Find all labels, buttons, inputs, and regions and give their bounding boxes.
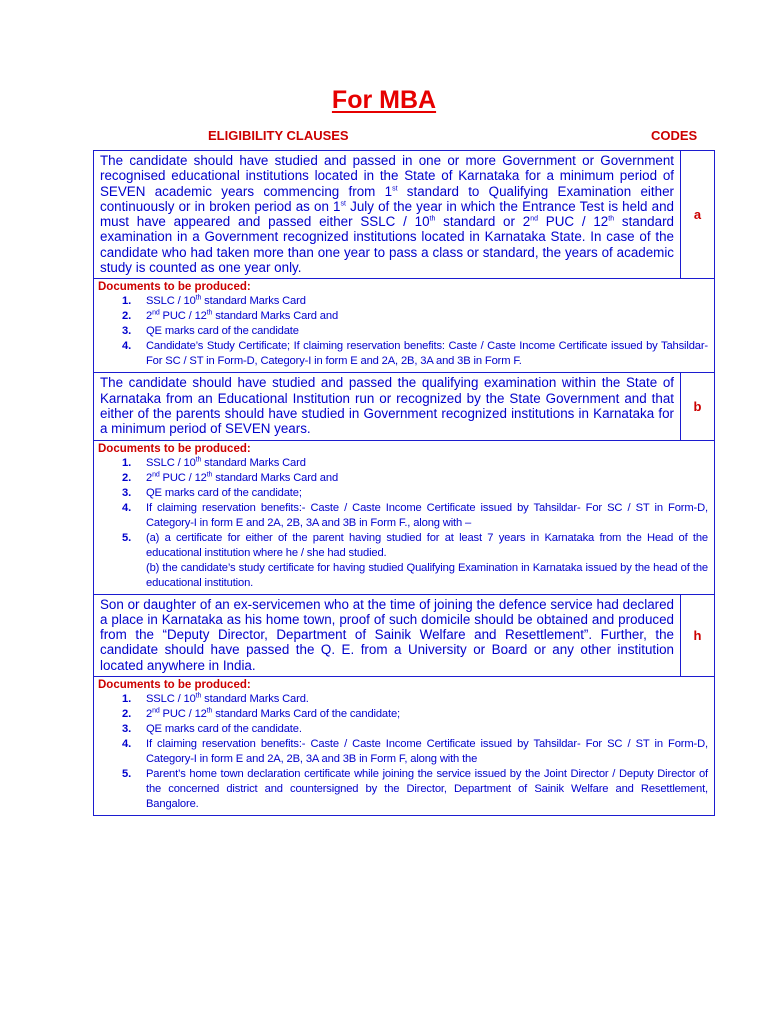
document-number: 2. (122, 310, 132, 323)
document-text: QE marks card of the candidate. (146, 723, 302, 736)
documents-heading: Documents to be produced: (98, 679, 251, 692)
ordinal-suffix: th (195, 692, 202, 700)
document-number: 3. (122, 325, 132, 338)
ordinal-suffix: st (392, 185, 398, 193)
document-number: 4. (122, 501, 132, 514)
documents-cell (94, 677, 715, 816)
document-text: PUC / 12 (159, 471, 207, 484)
document-number: 2. (122, 471, 132, 484)
page-title-wrap (0, 86, 768, 115)
ordinal-suffix: nd (152, 707, 160, 715)
document-text: 2 (146, 708, 153, 721)
document-number: 3. (122, 486, 132, 499)
documents-row (94, 677, 715, 816)
document-item (98, 339, 708, 369)
ordinal-suffix: th (608, 215, 615, 223)
clause-text-part: standard to Qualifying Examination either continuously or in broken period as on 1 (100, 183, 674, 214)
document-text: standard Marks Card. (201, 693, 309, 706)
clause-text-part: Son or daughter of an ex-servicemen who at the time of joining the defence service had declared a place in Karnataka as his home town, proof of such domicile should be obtained and produced from the “Deputy Director, Department of Sainik Welfare and Resettlement”. Further, the candidate should have passed the Q. E. from a University or Board or any other institution located anywhere in India. (100, 596, 674, 673)
clause-text-part: The candidate should have studied and passed the qualifying examination within the State of Karnataka from an Educational Institution run or recognized by the State Government and that either of the parents should have studied in Government recognized institutions in Karnataka for a minimum period of SEVEN years. (100, 375, 674, 437)
documents-cell (94, 279, 715, 373)
document-text: standard Marks Card of the candidate; (212, 708, 400, 721)
document-number: 3. (122, 723, 132, 736)
document-item (98, 294, 708, 309)
ordinal-suffix: nd (152, 309, 160, 317)
document-text: PUC / 12 (159, 708, 207, 721)
clause-text (94, 594, 681, 676)
codes-heading: CODES (651, 128, 698, 143)
document-item (98, 531, 708, 591)
documents-cell (94, 440, 715, 594)
clause-code: a (681, 151, 715, 279)
document-number: 5. (122, 531, 132, 544)
document-item (98, 486, 708, 501)
clause-row (94, 373, 715, 440)
document-text: QE marks card of the candidate; (146, 486, 302, 499)
clause-row (94, 594, 715, 676)
document-text: SSLC / 10 (146, 295, 196, 308)
document-text: PUC / 12 (159, 310, 207, 323)
document-number: 2. (122, 708, 132, 721)
document-number: 4. (122, 738, 132, 751)
ordinal-suffix: th (206, 470, 213, 478)
clause-text-part: PUC / 12 (538, 214, 609, 230)
document-number: 1. (122, 456, 132, 469)
page-title: For MBA (331, 86, 437, 114)
document-text: standard Marks Card and (212, 471, 339, 484)
ordinal-suffix: nd (530, 215, 538, 223)
document-number: 1. (122, 693, 132, 706)
ordinal-suffix: th (206, 309, 213, 317)
document-item (98, 722, 708, 737)
ordinal-suffix: th (195, 294, 202, 302)
documents-list (98, 456, 708, 591)
document-text: SSLC / 10 (146, 693, 196, 706)
document-item (98, 737, 708, 767)
document-text: 2 (146, 310, 153, 323)
documents-heading: Documents to be produced: (98, 281, 251, 294)
document-item (98, 692, 708, 707)
document-text: standard Marks Card (201, 295, 306, 308)
ordinal-suffix: th (195, 455, 202, 463)
document-text: QE marks card of the candidate (146, 325, 299, 338)
document-item (98, 324, 708, 339)
document-text: standard Marks Card and (212, 310, 339, 323)
document-text: If claiming reservation benefits:- Caste / Caste Income Certificate issued by Tahsildar- For SC / ST in Form-D, Category-I in form E and 2A, 2B, 3A and 3B in Form F, along with the (146, 738, 708, 766)
document-item (98, 456, 708, 471)
ordinal-suffix: th (429, 215, 436, 223)
document-number: 1. (122, 295, 132, 308)
documents-heading: Documents to be produced: (98, 442, 251, 455)
document-item (98, 471, 708, 486)
eligibility-clauses-heading: ELIGIBILITY CLAUSES (208, 128, 349, 143)
document-item (98, 707, 708, 722)
clause-code: b (681, 373, 715, 440)
clause-text-part: standard or 2 (435, 214, 531, 230)
clause-code: h (681, 594, 715, 676)
document-number: 5. (122, 768, 132, 781)
ordinal-suffix: st (340, 200, 346, 208)
document-text: Parent’s home town declaration certificate while joining the service issued by the Joint Director / Deputy Director of the concerned district and countersigned by the Director, Department of Sainik Welfare and Resettlement, Bangalore. (146, 768, 708, 811)
clause-row (94, 151, 715, 279)
document-text-extra: (b) the candidate’s study certificate for having studied Qualifying Examination in Karnataka issued by the head of the educational institution. (146, 561, 708, 589)
document-text: SSLC / 10 (146, 456, 196, 469)
document-item (98, 767, 708, 812)
documents-list (98, 692, 708, 812)
ordinal-suffix: th (206, 707, 213, 715)
document-number: 4. (122, 340, 132, 353)
document-item (98, 501, 708, 531)
document-item (98, 309, 708, 324)
documents-row (94, 440, 715, 594)
ordinal-suffix: nd (152, 470, 160, 478)
clause-text-part: July of the year in which the Entrance Test is held and must have appeared and passed either SSLC / 10 (100, 198, 674, 230)
document-text: standard Marks Card (201, 456, 306, 469)
document-text: (a) a certificate for either of the parent having studied for at least 7 years in Karnataka from the Head of the educational institution where he / she had studied. (146, 531, 708, 559)
clause-text (94, 373, 681, 440)
document-text: 2 (146, 471, 153, 484)
eligibility-table (93, 150, 715, 816)
clause-text-part: The candidate should have studied and passed in one or more Government or Government recognised educational institutions located in the State of Karnataka for a minimum period of SEVEN academic years commencing from 1 (100, 153, 674, 199)
documents-list (98, 294, 708, 369)
clause-text (94, 151, 681, 279)
document-text: If claiming reservation benefits:- Caste / Caste Income Certificate issued by Tahsildar- For SC / ST in Form-D, Category-I in form E and 2A, 2B, 3A and 3B in Form F., along with – (146, 501, 708, 529)
document-text: Candidate’s Study Certificate; If claiming reservation benefits: Caste / Caste Income Certificate issued by Tahsildar- For SC / ST in Form-D, Category-I in form E and 2A, 2B, 3A and 3B in Form F. (146, 340, 708, 368)
clause-text-part: standard examination in a Government recognized institutions located in Karnataka State. In case of the candidate who had taken more than one year to pass a class or standard, the years of academic study is counted as one year only. (100, 214, 674, 276)
documents-row (94, 279, 715, 373)
